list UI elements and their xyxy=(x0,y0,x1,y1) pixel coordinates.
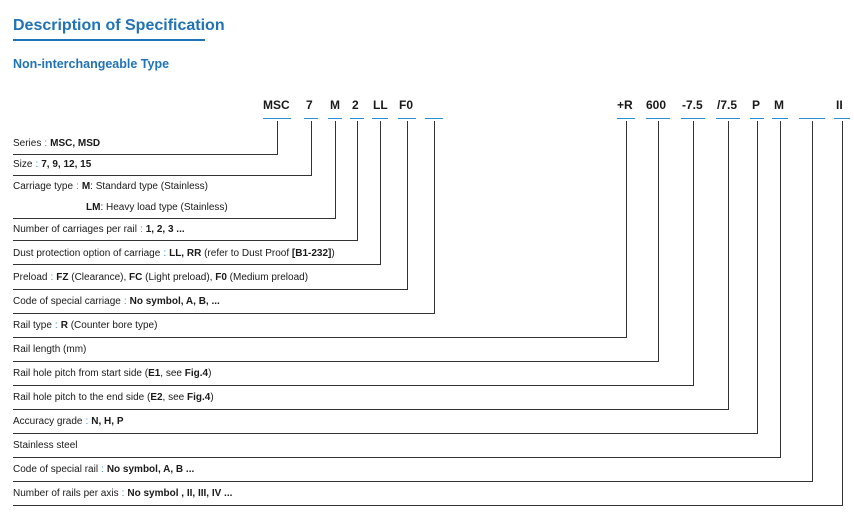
separator: : xyxy=(101,464,104,475)
pitch-end-post: ) xyxy=(210,392,214,403)
row-value: 1, 2, 3 ... xyxy=(145,224,185,235)
row-value: LL, RR xyxy=(169,248,202,259)
row-value: No symbol , II, III, IV ... xyxy=(127,488,233,499)
separator: : xyxy=(35,159,39,170)
carriage-text-m: : Standard type (Stainless) xyxy=(90,181,208,192)
pitch-start-pre: Rail hole pitch from start side ( xyxy=(13,368,149,379)
code-accuracy: P xyxy=(752,98,761,112)
preload-fc: FC xyxy=(129,272,143,283)
row-label: Series xyxy=(13,138,42,149)
separator: : xyxy=(123,296,127,307)
rail-type-text: (Counter bore type) xyxy=(67,320,158,331)
row-label: Number of rails per axis xyxy=(13,488,119,499)
separator: : xyxy=(163,248,167,259)
code-rail-length: 600 xyxy=(646,98,667,112)
pitch-end-pre: Rail hole pitch to the end side ( xyxy=(13,392,151,403)
code-pitch-start: -7.5 xyxy=(682,98,703,112)
pitch-start-e: E1 xyxy=(148,368,161,379)
carriage-code-lm: LM xyxy=(86,202,101,213)
pitch-start-fig: Fig.4 xyxy=(184,368,209,379)
code-rail-type: +R xyxy=(617,98,633,112)
row-label: Preload xyxy=(13,272,48,283)
row-value: MSC, MSD xyxy=(50,138,101,149)
pitch-end-fig: Fig.4 xyxy=(187,392,211,403)
row-stainless xyxy=(13,440,77,451)
code-dust: LL xyxy=(373,98,388,112)
rail-type-code: R xyxy=(60,320,68,331)
code-stainless: M xyxy=(774,98,784,112)
carriage-code-m: M xyxy=(81,181,91,192)
dust-note-post: ) xyxy=(331,248,335,259)
row-label: Number of carriages per rail xyxy=(13,224,137,235)
row-carriages xyxy=(13,224,185,235)
row-label: Accuracy grade xyxy=(13,416,83,427)
pitch-end-mid: , see xyxy=(162,392,188,403)
row-value: No symbol, A, B ... xyxy=(106,464,195,475)
pitch-start-mid: , see xyxy=(160,368,185,379)
code-carriage-type: M xyxy=(330,98,340,112)
code-preload: F0 xyxy=(399,98,414,112)
row-label: Rail length (mm) xyxy=(13,344,87,355)
row-rail-type xyxy=(13,320,157,331)
row-value: N, H, P xyxy=(91,416,124,427)
separator: : xyxy=(50,272,54,283)
row-pitch-start xyxy=(13,368,211,379)
row-size xyxy=(13,159,91,170)
separator: : xyxy=(85,416,89,427)
row-value: 7, 9, 12, 15 xyxy=(41,159,92,170)
preload-f0-text: (Medium preload) xyxy=(226,272,309,283)
section-subtitle: Non-interchangeable Type xyxy=(13,57,170,71)
separator: : xyxy=(76,181,79,192)
separator: : xyxy=(44,138,48,149)
row-pitch-end xyxy=(13,392,214,403)
code-carriages: 2 xyxy=(352,98,359,112)
code-series: MSC xyxy=(263,98,290,112)
row-special-carriage xyxy=(13,296,220,307)
row-label: Rail type xyxy=(13,320,52,331)
row-rail-length xyxy=(13,344,86,355)
row-accuracy xyxy=(13,416,124,427)
separator: : xyxy=(121,488,125,499)
row-carriage-type-lm xyxy=(86,202,228,213)
row-rails-per-axis xyxy=(13,488,232,499)
connector-special-carriage xyxy=(13,121,435,314)
dust-note-ref: [B1-232] xyxy=(291,248,332,259)
preload-fz-text: (Clearance), xyxy=(68,272,130,283)
row-label: Size xyxy=(13,159,33,170)
preload-fc-text: (Light preload), xyxy=(142,272,216,283)
section-title: Description of Specification xyxy=(13,17,225,34)
preload-fz: FZ xyxy=(56,272,69,283)
row-label: Carriage type xyxy=(13,181,74,192)
separator: : xyxy=(139,224,143,235)
row-label: Stainless steel xyxy=(13,440,78,451)
pitch-end-e: E2 xyxy=(150,392,163,403)
pitch-start-post: ) xyxy=(208,368,212,379)
carriage-text-lm: : Heavy load type (Stainless) xyxy=(100,202,228,213)
row-special-rail xyxy=(13,464,194,475)
row-dust xyxy=(13,248,335,259)
code-rails-per-axis: II xyxy=(836,98,843,112)
row-carriage-type xyxy=(13,181,208,192)
separator: : xyxy=(54,320,58,331)
row-preload xyxy=(13,272,308,283)
row-series xyxy=(13,138,100,149)
row-value: No symbol, A, B, ... xyxy=(129,296,220,307)
row-label: Dust protection option of carriage xyxy=(13,248,161,259)
preload-f0: F0 xyxy=(215,272,227,283)
dust-note-pre: (refer to Dust Proof xyxy=(204,248,292,259)
row-label: Code of special rail xyxy=(13,464,99,475)
code-pitch-end: /7.5 xyxy=(717,98,738,112)
row-label: Code of special carriage xyxy=(13,296,121,307)
connector-pitch-end xyxy=(13,121,729,410)
code-size: 7 xyxy=(306,98,313,112)
